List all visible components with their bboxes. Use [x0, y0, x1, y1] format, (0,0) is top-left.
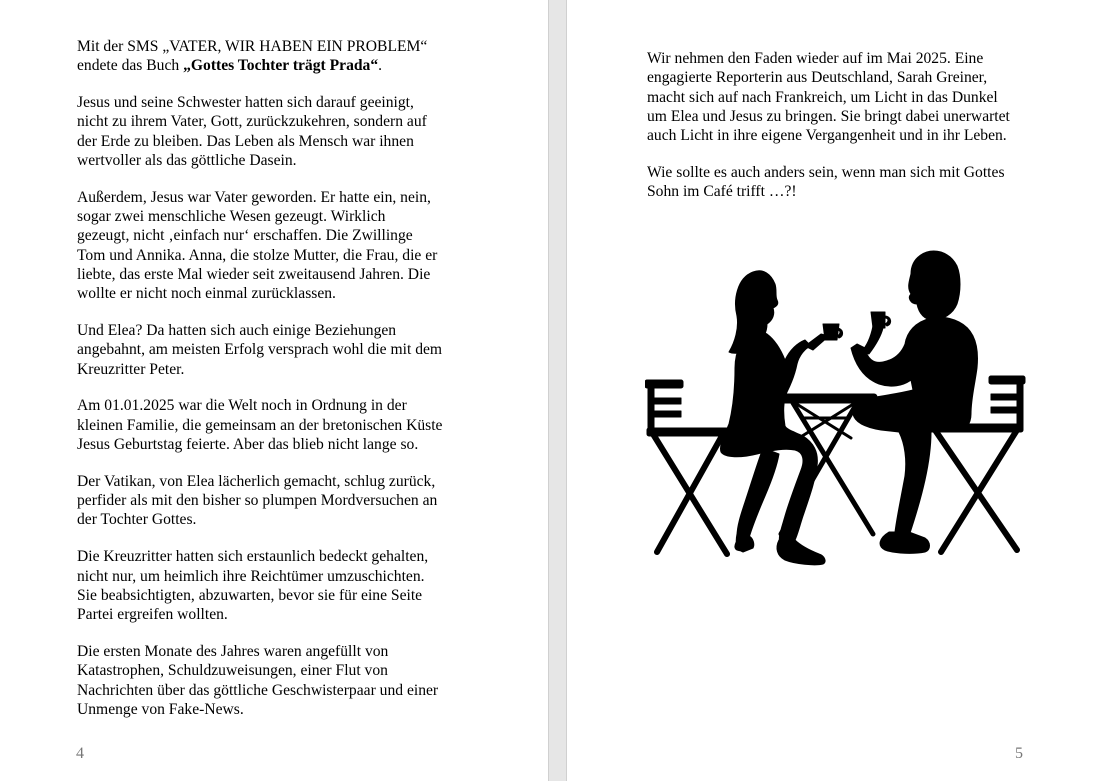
intro-line-2-prefix: endete das Buch: [77, 57, 184, 75]
paragraph: Jesus und seine Schwester hatten sich darauf geeinigt, nicht zu ihrem Vater, Gott, zurückzukehren, sondern auf der Erde zu bleiben. Das Leben als Mensch war ihnen wertvoller als das göttliche Dasein.: [77, 94, 427, 169]
paragraph: Am 01.01.2025 war die Welt noch in Ordnung in der kleinen Familie, die gemeinsam an der bretonischen Küste Jesus Geburtstag feierte. Aber das blieb nicht lange so.: [77, 397, 443, 454]
intro-line-1: Mit der SMS „VATER, WIR HABEN EIN PROBLEM“: [77, 38, 428, 55]
page-4-text: [77, 37, 477, 737]
paragraph: Die Kreuzritter hatten sich erstaunlich bedeckt gehalten, nicht nur, um heimlich ihre Reichtümer umzuschichten. Sie beabsichtigten, abzuwarten, bevor sie für eine Seite Partei ergreifen wollten.: [77, 548, 429, 624]
paragraph: Der Vatikan, von Elea lächerlich gemacht, schlug zurück, perfider als mit den bisher so plumpen Mordversuchen an der Tochter Gottes.: [77, 472, 438, 529]
intro-paragraph: [77, 37, 477, 76]
intro-line-2-suffix: .: [378, 57, 383, 75]
book-title: „Gottes Tochter trägt Prada“: [183, 57, 379, 75]
page-5: [566, 0, 1110, 781]
page-number: 5: [1015, 745, 1023, 762]
left-chair: [645, 380, 729, 554]
page-4: [0, 0, 549, 781]
paragraph: Die ersten Monate des Jahres waren angefüllt von Katastrophen, Schuldzuweisungen, einer Flut von Nachrichten über das göttliche Geschwisterpaar und einer Unmenge von Fake-News.: [77, 642, 439, 718]
paragraph: Wir nehmen den Faden wieder auf im Mai 2025. Eine engagierte Reporterin aus Deutschland, Sarah Greiner, macht sich auf nach Frankreich, um Licht in das Dunkel um Elea und Jesus zu bringen. Sie bringt dabei unerwartet auch Licht in ihre eigene Vergangenheit und in ihr Leben.: [647, 50, 1010, 145]
page-number: 4: [76, 745, 84, 762]
paragraph: Wie sollte es auch anders sein, wenn man sich mit Gottes Sohn im Café trifft …?!: [647, 163, 1005, 201]
paragraph: Und Elea? Da hatten sich auch einige Beziehungen angebahnt, am meisten Erfolg versprach wohl die mit dem Kreuzritter Peter.: [77, 322, 443, 378]
page-5-text: [647, 49, 1047, 219]
cafe-couple-silhouette: [645, 248, 1031, 572]
man-silhouette: [851, 251, 977, 553]
paragraph: Außerdem, Jesus war Vater geworden. Er hatte ein, nein, sogar zwei menschliche Wesen gezeugt. Wirklich gezeugt, nicht ‚einfach nur‘ erschaffen. Die Zwillinge Tom und Annika. Anna, die stolze Mutter, die Frau, die er liebte, das erste Mal wieder seit zweitausend Jahren. Die wollte er nicht noch einmal zurücklassen.: [77, 188, 438, 303]
